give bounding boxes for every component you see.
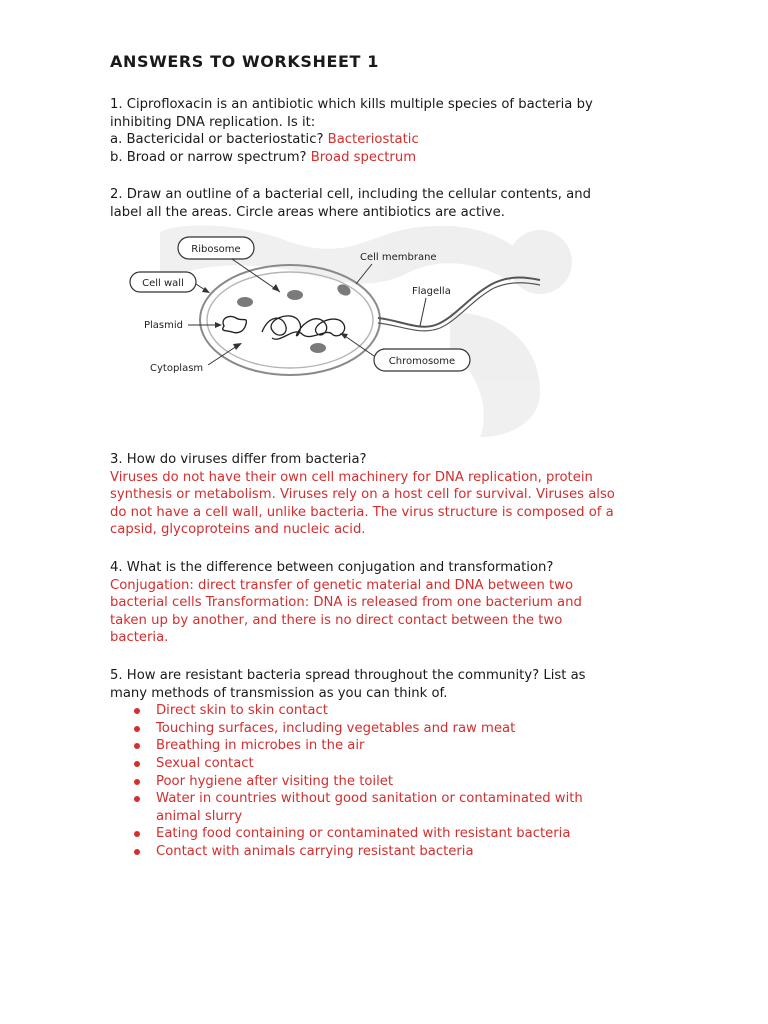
q4-question: 4. What is the difference between conjugation and transformation? <box>110 560 554 575</box>
list-item: Sexual contact <box>110 755 670 773</box>
list-item: Touching surfaces, including vegetables and raw meat <box>110 720 670 738</box>
transmission-list <box>110 702 670 860</box>
list-item: Poor hygiene after visiting the toilet <box>110 773 670 791</box>
plasmid-shape <box>223 316 247 332</box>
question-1 <box>110 96 670 166</box>
label-cell-membrane: Cell membrane <box>360 252 437 263</box>
q2-line-1: 2. Draw an outline of a bacterial cell, including the cellular contents, and <box>110 187 591 202</box>
label-chromosome: Chromosome <box>388 356 456 367</box>
q3-answer-line-2: synthesis or metabolism. Viruses rely on a host cell for survival. Viruses also <box>110 487 615 503</box>
q5-line-1: 5. How are resistant bacteria spread throughout the community? List as <box>110 668 586 683</box>
bullet-icon <box>134 849 140 855</box>
list-item: Eating food containing or contaminated with resistant bacteria <box>110 825 670 843</box>
question-5 <box>110 667 670 861</box>
chromosome-shape <box>262 316 345 339</box>
list-item: Direct skin to skin contact <box>110 702 670 720</box>
q1-b-prompt: b. Broad or narrow spectrum? <box>110 149 307 165</box>
q3-question: 3. How do viruses differ from bacteria? <box>110 452 367 467</box>
q4-answer-line-4: bacteria. <box>110 630 169 646</box>
q1-part-a <box>110 131 670 149</box>
q2-line-2: label all the areas. Circle areas where antibiotics are active. <box>110 204 505 220</box>
ribosome-shape <box>335 282 352 298</box>
bullet-icon <box>134 796 140 802</box>
list-item: Contact with animals carrying resistant bacteria <box>110 843 670 861</box>
bullet-icon <box>134 761 140 767</box>
q4-answer-line-2: bacterial cells Transformation: DNA is released from one bacterium and <box>110 595 582 611</box>
ribosome-shape <box>310 343 326 353</box>
bullet-icon <box>134 779 140 785</box>
list-item: Breathing in microbes in the air <box>110 737 670 755</box>
label-cell-wall: Cell wall <box>142 278 184 289</box>
q1-a-prompt: a. Bactericidal or bacteriostatic? <box>110 132 324 148</box>
bacterial-cell-diagram <box>120 222 680 442</box>
bullet-icon <box>134 726 140 732</box>
cell-wall-outline <box>200 265 380 375</box>
label-cytoplasm: Cytoplasm <box>150 363 204 374</box>
q3-answer-line-1: Viruses do not have their own cell machinery for DNA replication, protein <box>110 469 593 485</box>
list-item: Water in countries without good sanitation or contaminated with animal slurry <box>110 790 670 825</box>
question-4 <box>110 559 670 647</box>
bullet-icon <box>134 708 140 714</box>
question-3 <box>110 451 670 539</box>
q5-line-2: many methods of transmission as you can think of. <box>110 685 448 701</box>
label-ribosome: Ribosome <box>191 244 241 255</box>
q1-part-b <box>110 149 670 167</box>
q3-answer-line-4: capsid, glycoproteins and nucleic acid. <box>110 522 366 538</box>
q4-answer-line-1: Conjugation: direct transfer of genetic material and DNA between two <box>110 577 574 593</box>
bullet-icon <box>134 831 140 837</box>
q1-b-answer: Broad spectrum <box>310 149 417 165</box>
q1-line-2: inhibiting DNA replication. Is it: <box>110 114 316 130</box>
bullet-icon <box>134 743 140 749</box>
page-title: ANSWERS TO WORKSHEET 1 <box>110 52 379 71</box>
q1-a-answer: Bacteriostatic <box>327 132 419 148</box>
q1-line-1: 1. Ciprofloxacin is an antibiotic which kills multiple species of bacteria by <box>110 97 593 112</box>
cell-membrane-outline <box>207 272 373 368</box>
label-plasmid: Plasmid <box>144 320 184 331</box>
question-2 <box>110 186 670 221</box>
q3-answer-line-3: do not have a cell wall, unlike bacteria. The virus structure is composed of a <box>110 504 614 520</box>
label-flagella: Flagella <box>412 286 451 297</box>
ribosome-shape <box>287 290 303 300</box>
ribosome-shape <box>237 297 253 307</box>
q4-answer-line-3: taken up by another, and there is no direct contact between the two <box>110 612 563 628</box>
